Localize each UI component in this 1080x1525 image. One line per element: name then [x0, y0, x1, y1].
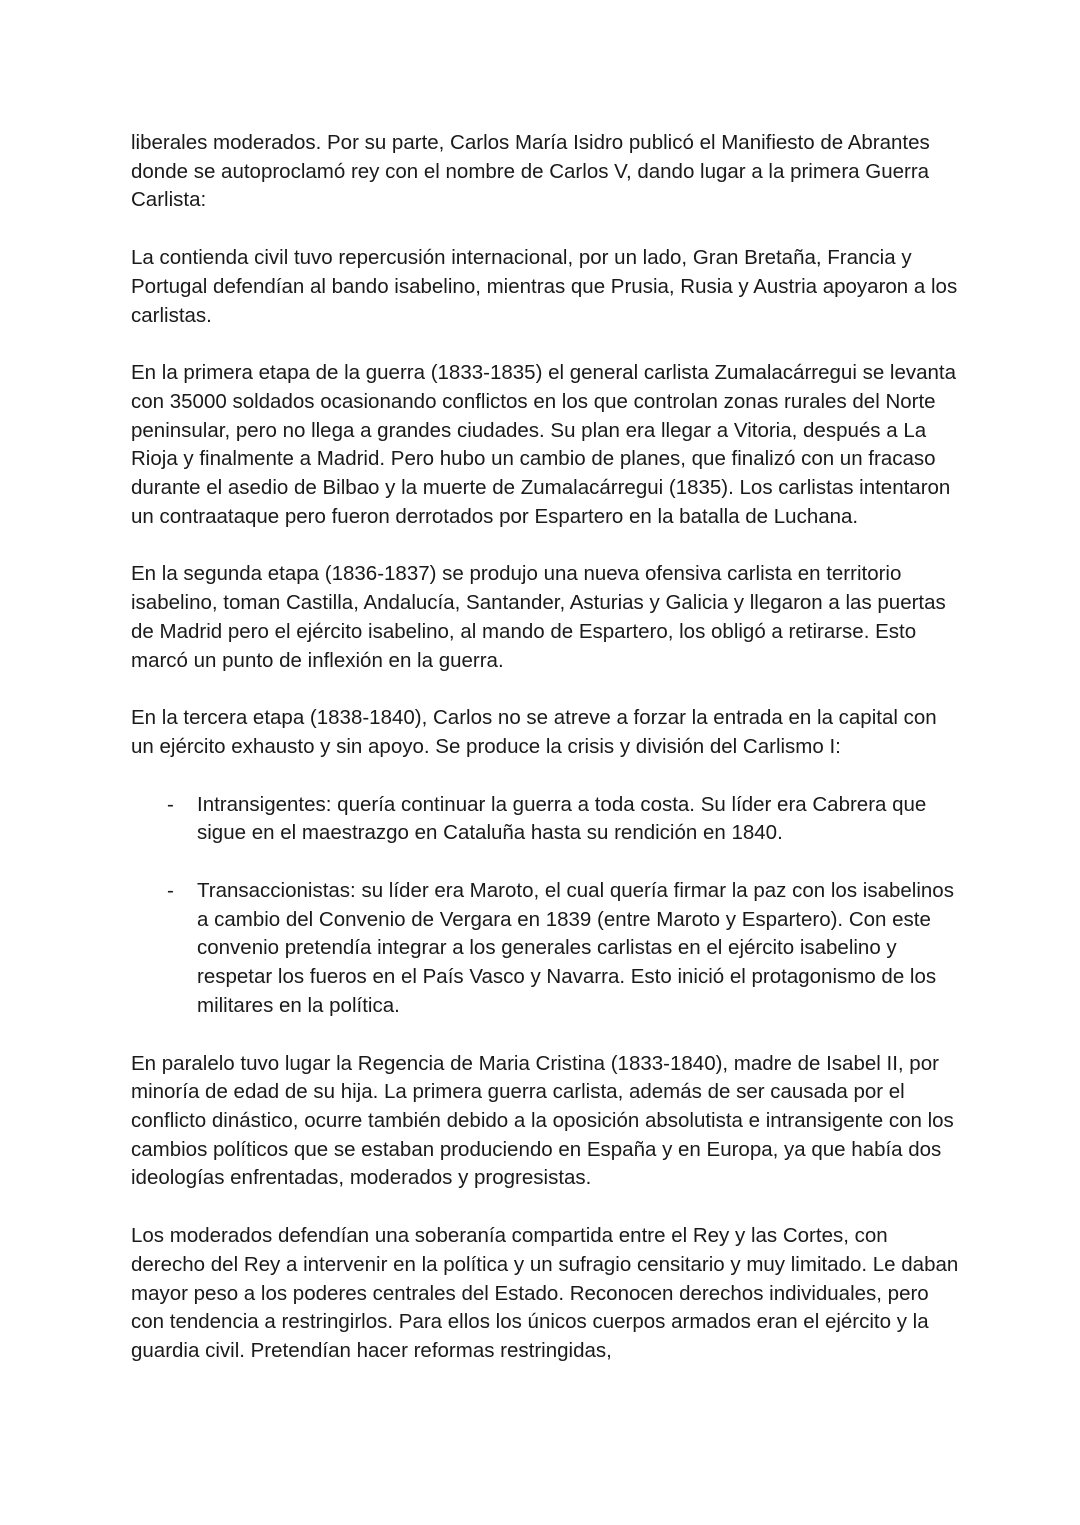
- document-body: [131, 129, 961, 1395]
- bullet-dash: -: [167, 879, 174, 903]
- paragraph-segunda-etapa: En la segunda etapa (1836-1837) se produjo una nueva ofensiva carlista en territorio isabelino, toman Castilla, Andalucía, Santander, Asturias y Galicia y llegaron a las puertas de Madrid pero el ejército isabelino, al mando de Espartero, los obligó a retirarse. Esto marcó un punto de inflexión en la guerra.: [131, 562, 946, 672]
- bullet-dash: -: [167, 792, 174, 816]
- paragraph-tercera-etapa: En la tercera etapa (1838-1840), Carlos no se atreve a forzar la entrada en la capital con un ejército exhausto y sin apoyo. Se produce la crisis y división del Carlismo I:: [131, 706, 937, 758]
- bullet-list-carlismo: [131, 791, 961, 1021]
- paragraph-manifiesto-abrantes: liberales moderados. Por su parte, Carlos María Isidro publicó el Manifiesto de Abrantes donde se autoproclamó rey con el nombre de Carlos V, dando lugar a la primera Guerra Carlista:: [131, 131, 930, 212]
- paragraph-primera-etapa: En la primera etapa de la guerra (1833-1835) el general carlista Zumalacárregui se levanta con 35000 soldados ocasionando conflictos en los que controlan zonas rurales del Norte peninsular, pero no llega a grandes ciudades. Su plan era llegar a Vitoria, después a La Rioja y finalmente a Madrid. Pero hubo un cambio de planes, que finalizó con un fracaso durante el asedio de Bilbao y la muerte de Zumalacárregui (1835). Los carlistas intentaron un contraataque pero fueron derrotados por Espartero en la batalla de Luchana.: [131, 361, 957, 528]
- paragraph-moderados: Los moderados defendían una soberanía compartida entre el Rey y las Cortes, con derecho del Rey a intervenir en la política y un sufragio censitario y muy limitado. Le daban mayor peso a los poderes centrales del Estado. Reconocen derechos individuales, pero con tendencia a restringirlos. Para ellos los únicos cuerpos armados eran el ejército y la guardia civil. Pretendían hacer reformas restringidas,: [131, 1224, 959, 1362]
- paragraph-regencia-maria-cristina: En paralelo tuvo lugar la Regencia de Maria Cristina (1833-1840), madre de Isabel II, por minoría de edad de su hija. La primera guerra carlista, además de ser causada por el conflicto dinástico, ocurre también debido a la oposición absolutista e intransigente con los cambios políticos que se estaban produciendo en España y en Europa, ya que había dos ideologías enfrentadas, moderados y progresistas.: [131, 1051, 954, 1190]
- bullet-text-intransigentes: Intransigentes: quería continuar la guerra a toda costa. Su líder era Cabrera que sigue en el maestrazgo en Cataluña hasta su rendición en 1840.: [197, 792, 927, 845]
- bullet-item-intransigentes: [131, 791, 961, 848]
- bullet-item-transaccionistas: [131, 877, 961, 1021]
- bullet-text-transaccionistas: Transaccionistas: su líder era Maroto, el cual quería firmar la paz con los isabelinos a cambio del Convenio de Vergara en 1839 (entre Maroto y Espartero). Con este convenio pretendía integrar a los generales carlistas en el ejército isabelino y respetar los fueros en el País Vasco y Navarra. Esto inició el protagonismo de los militares en la política.: [197, 879, 954, 1017]
- paragraph-repercusion-internacional: La contienda civil tuvo repercusión internacional, por un lado, Gran Bretaña, Francia y Portugal defendían al bando isabelino, mientras que Prusia, Rusia y Austria apoyaron a los carlistas.: [131, 246, 958, 327]
